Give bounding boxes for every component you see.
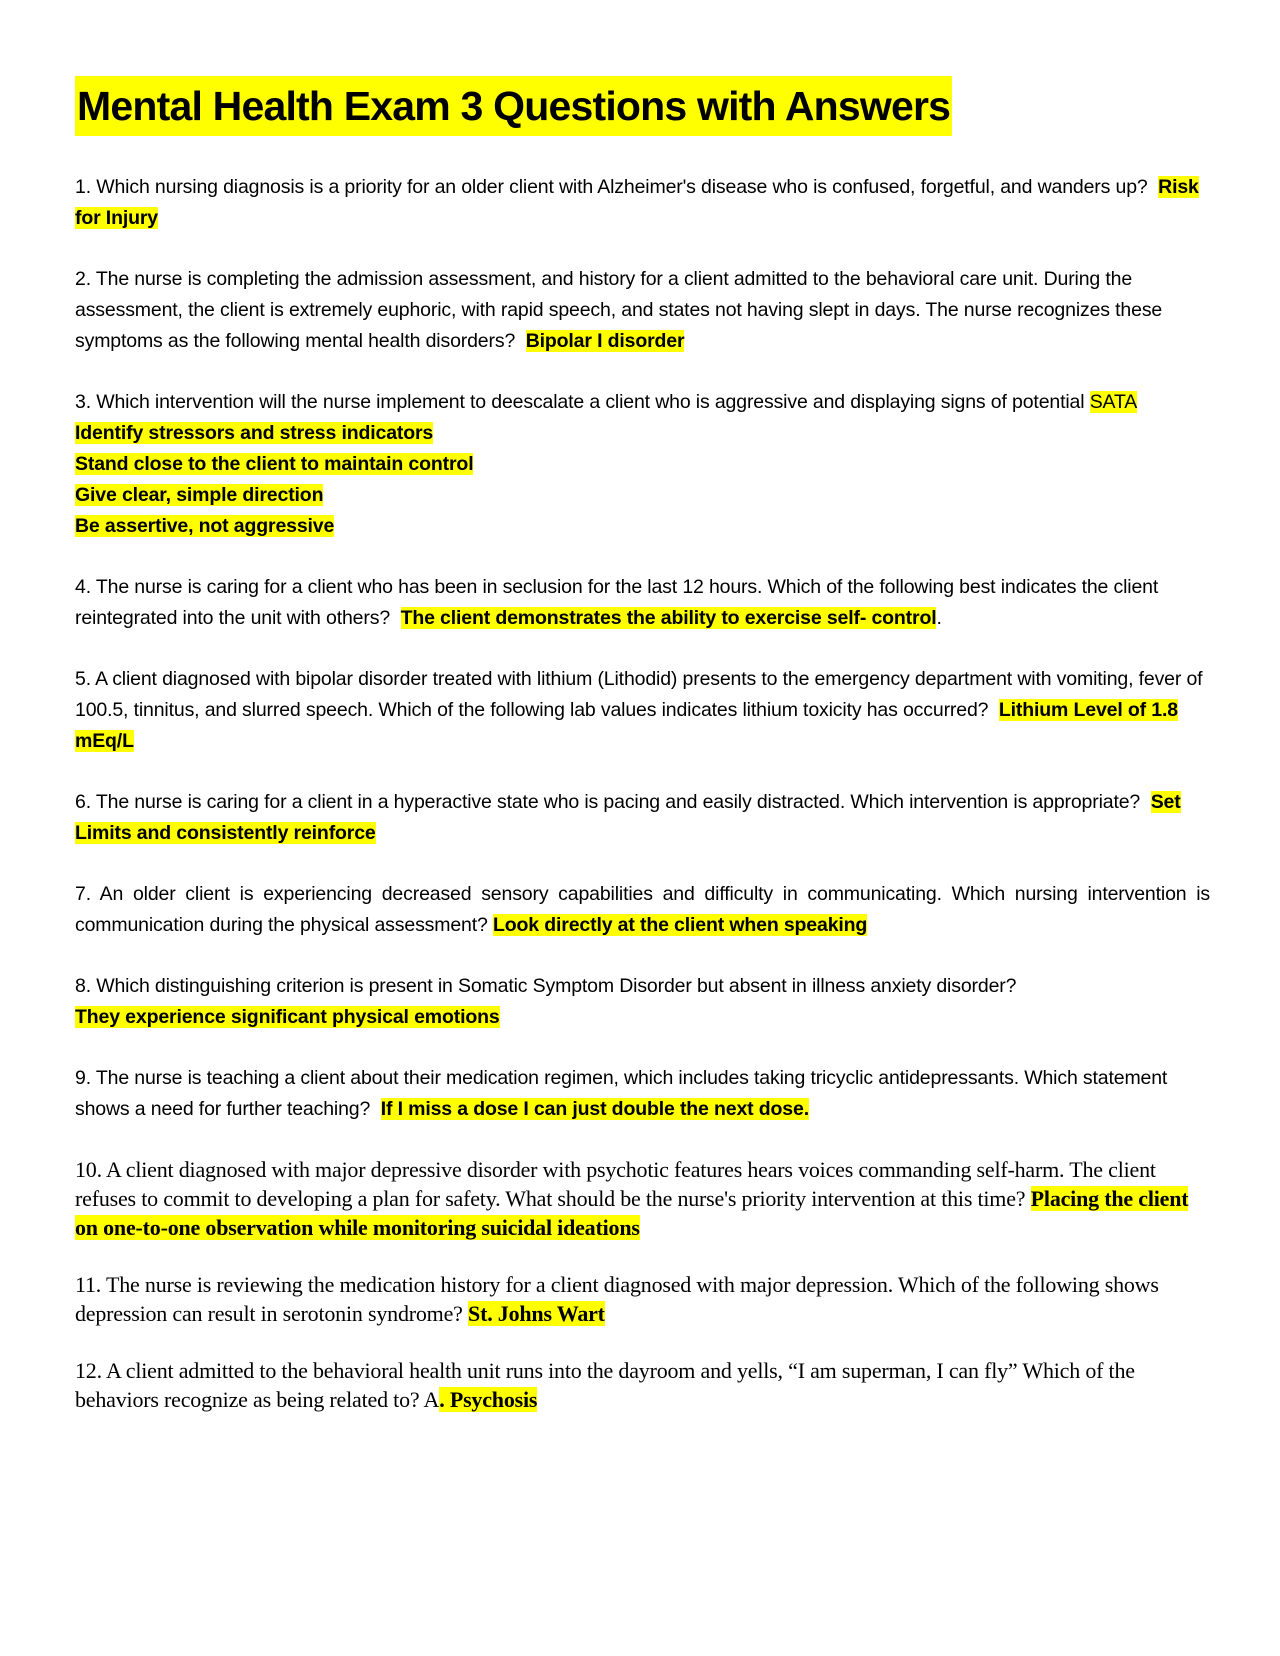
answer-option: Identify stressors and stress indicators	[75, 422, 434, 444]
answer-highlight: They experience significant physical emotions	[75, 1006, 500, 1028]
question-text: 5. A client diagnosed with bipolar disorder treated with lithium (Lithodid) presents to the emergency department with vomiting, fever of 100.5, tinnitus, and slurred speech. Which of the following lab values indicates lithium toxicity has occurred?	[75, 668, 1203, 721]
question-text: 4. The nurse is caring for a client who has been in seclusion for the last 12 hours. Which of the following best indicates the client reintegrated into the unit with others?	[75, 576, 1159, 629]
question-2	[75, 264, 1210, 357]
question-text: 6. The nurse is caring for a client in a hyperactive state who is pacing and easily distracted. Which intervention is appropriate?	[75, 791, 1141, 813]
question-10	[75, 1155, 1210, 1242]
answer-highlight: Risk for Injury	[75, 176, 1199, 229]
answer-highlight: . Psychosis	[439, 1387, 538, 1412]
question-7	[75, 879, 1210, 941]
answer-option: Be assertive, not aggressive	[75, 515, 335, 537]
question-text: 1. Which nursing diagnosis is a priority for an older client with Alzheimer's disease who is confused, forgetful, and wanders up?	[75, 176, 1148, 198]
answer-highlight: Look directly at the client when speaking	[493, 914, 868, 936]
question-text: 10. A client diagnosed with major depressive disorder with psychotic features hears voices commanding self-harm. The client refuses to commit to developing a plan for safety. What should be the nurse's priority intervention at this time?	[75, 1157, 1156, 1211]
answer-highlight: Placing the client on one-to-one observation while monitoring suicidal ideations	[75, 1186, 1189, 1240]
question-1	[75, 172, 1210, 234]
question-9	[75, 1063, 1210, 1125]
document-page	[75, 76, 1210, 1442]
question-4	[75, 572, 1210, 634]
answer-option: Give clear, simple direction	[75, 484, 324, 506]
question-text: 8. Which distinguishing criterion is present in Somatic Symptom Disorder but absent in illness anxiety disorder?	[75, 975, 1017, 997]
answer-highlight: Bipolar I disorder	[525, 330, 685, 352]
question-11	[75, 1270, 1210, 1328]
question-5	[75, 664, 1210, 757]
sata-tag: SATA	[1089, 391, 1138, 413]
answer-highlight: Set Limits and consistently reinforce	[75, 791, 1181, 844]
question-text: 12. A client admitted to the behavioral health unit runs into the dayroom and yells, “I am superman, I can fly” Which of the behaviors recognize as being related to? A	[75, 1358, 1135, 1412]
question-text: 11. The nurse is reviewing the medication history for a client diagnosed with major depression. Which of the following shows depression can result in serotonin syndrome?	[75, 1272, 1159, 1326]
question-text: 7. An older client is experiencing decreased sensory capabilities and difficulty in communicating. Which nursing intervention is communication during the physical assessment?	[75, 883, 1210, 936]
question-text: 9. The nurse is teaching a client about their medication regimen, which includes taking tricyclic antidepressants. Which statement shows a need for further teaching?	[75, 1067, 1168, 1120]
question-12	[75, 1356, 1210, 1414]
answer-highlight: The client demonstrates the ability to exercise self- control	[400, 607, 937, 629]
question-text: 2. The nurse is completing the admission assessment, and history for a client admitted to the behavioral care unit. During the assessment, the client is extremely euphoric, with rapid speech, and states not having slept in days. The nurse recognizes these symptoms as the following mental health disorders?	[75, 268, 1163, 352]
answer-highlight: If I miss a dose I can just double the next dose.	[380, 1098, 809, 1120]
question-text: 3. Which intervention will the nurse implement to deescalate a client who is aggressive and displaying signs of potential	[75, 391, 1085, 413]
document-title: Mental Health Exam 3 Questions with Answers	[75, 76, 952, 136]
answer-highlight: Lithium Level of 1.8 mEq/L	[75, 699, 1178, 752]
answer-option: Stand close to the client to maintain control	[75, 453, 474, 475]
question-6	[75, 787, 1210, 849]
question-3	[75, 387, 1210, 542]
question-8	[75, 971, 1210, 1033]
answer-suffix: .	[936, 607, 942, 629]
answer-highlight: St. Johns Wart	[468, 1301, 605, 1326]
